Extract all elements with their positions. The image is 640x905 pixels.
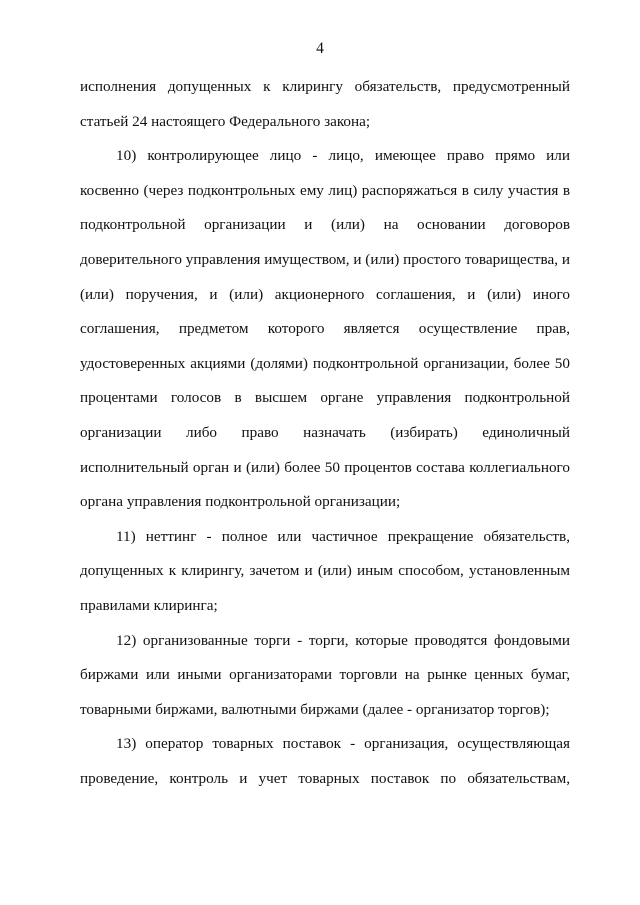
text-line: подконтрольной организации и (или) на основании договоров (80, 216, 570, 234)
text-line: статьей 24 настоящего Федерального закона; (80, 112, 371, 130)
text-line: органа управления подконтрольной организации; (80, 493, 401, 511)
text-line: исполнительный орган и (или) более 50 процентов состава коллегиального (80, 458, 570, 476)
text-line: биржами или иными организаторами торговли на рынке ценных бумаг, (80, 666, 570, 684)
text-line: соглашения, предметом которого является осуществление прав, (80, 320, 570, 338)
text-line: допущенных к клирингу, зачетом и (или) иным способом, установленным (80, 562, 570, 580)
page-number: 4 (316, 40, 324, 57)
text-line: 10) контролирующее лицо - лицо, имеющее право прямо или (116, 147, 570, 165)
text-line: 12) организованные торги - торги, которые проводятся фондовыми (116, 631, 570, 649)
text-line: 13) оператор товарных поставок - организация, осуществляющая (116, 735, 570, 753)
document-body (80, 70, 570, 796)
text-line: доверительного управления имуществом, и (или) простого товарищества, и (80, 250, 570, 268)
text-line: удостоверенных акциями (долями) подконтрольной организации, более 50 (80, 354, 570, 372)
text-line: 11) неттинг - полное или частичное прекращение обязательств, (116, 527, 570, 545)
text-line: проведение, контроль и учет товарных поставок по обязательствам, (80, 769, 570, 787)
text-line: процентами голосов в высшем органе управления подконтрольной (80, 389, 570, 407)
text-line: исполнения допущенных к клирингу обязательств, предусмотренный (80, 78, 570, 95)
text-line: организации либо право назначать (избирать) единоличный (80, 423, 570, 441)
text-line: косвенно (через подконтрольных ему лиц) распоряжаться в силу участия в (80, 181, 570, 199)
text-line: товарными биржами, валютными биржами (далее - организатор торгов); (80, 700, 550, 718)
text-line: (или) поручения, и (или) акционерного соглашения, и (или) иного (80, 285, 570, 303)
text-line: правилами клиринга; (80, 596, 218, 614)
